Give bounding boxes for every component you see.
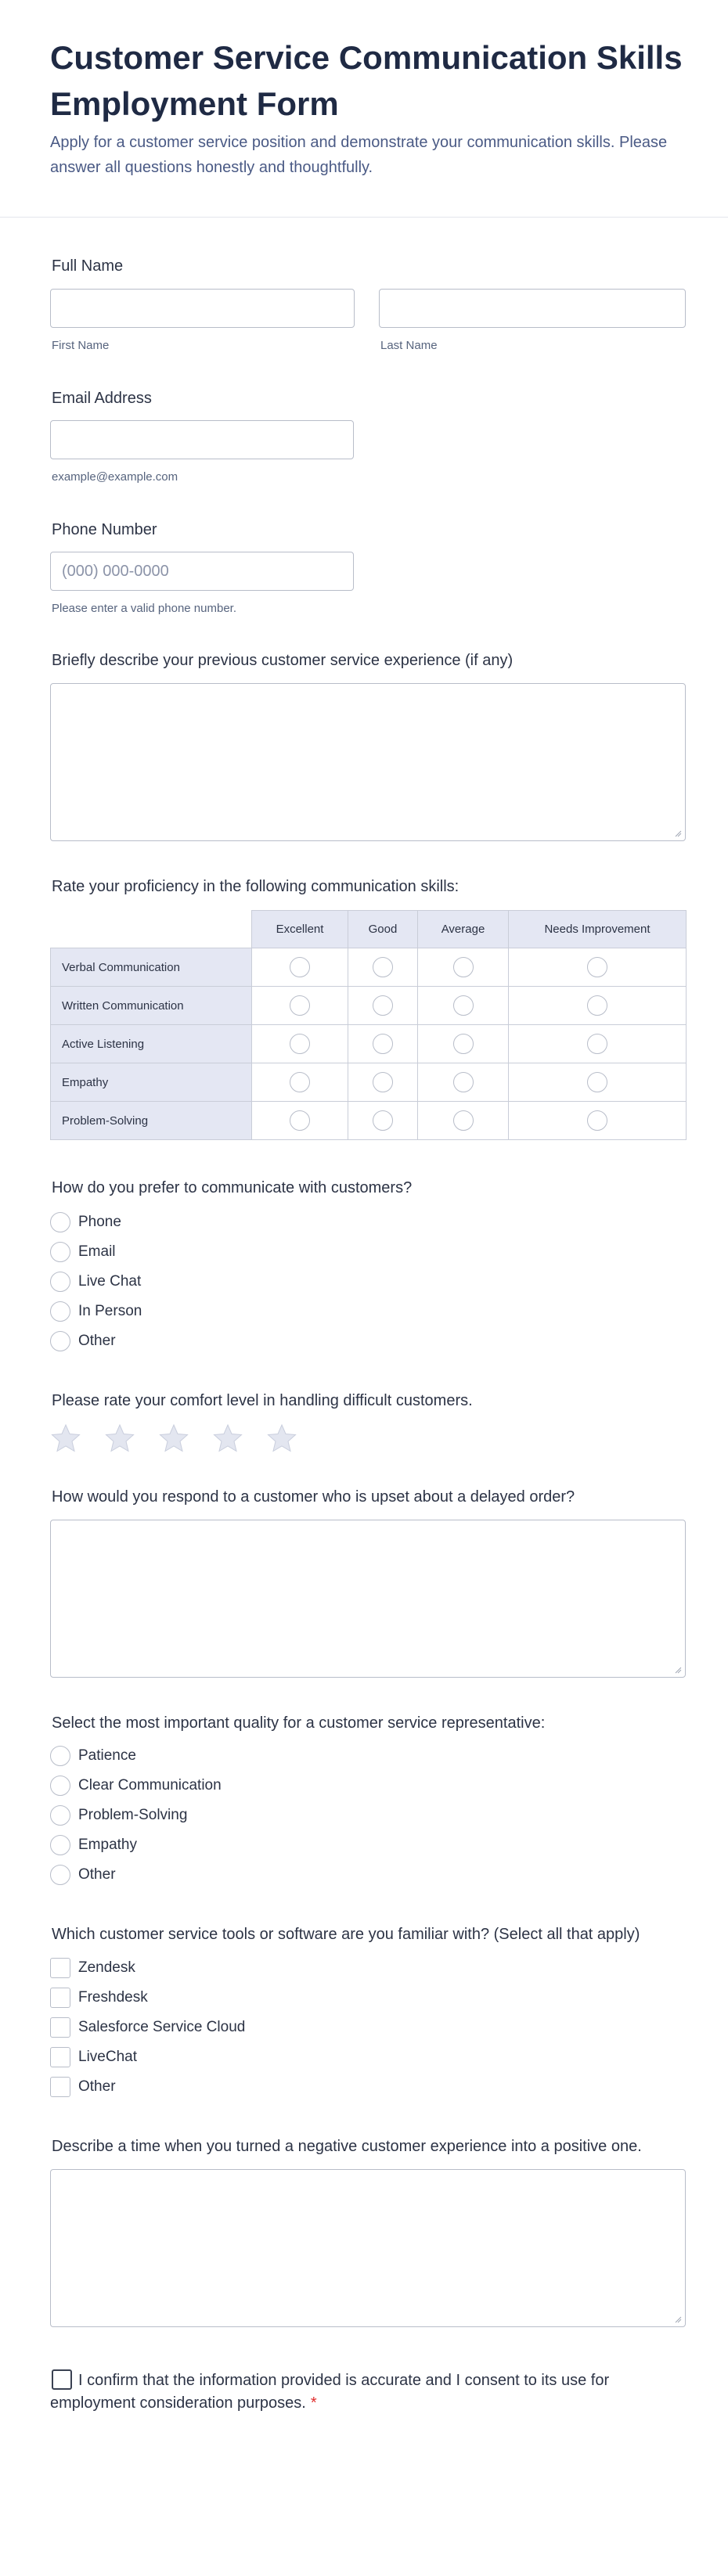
- checkbox[interactable]: [50, 1958, 70, 1978]
- consent-field: [50, 2369, 614, 2415]
- checkbox[interactable]: [50, 2077, 70, 2097]
- negative-experience-textarea[interactable]: [50, 2169, 686, 2327]
- upset-customer-label: How would you respond to a customer who is upset about a delayed order?: [52, 1488, 575, 1506]
- radio-button[interactable]: [50, 1331, 70, 1351]
- tools-option-salesforce[interactable]: Salesforce Service Cloud: [50, 2017, 245, 2038]
- consent-checkbox[interactable]: [52, 2369, 72, 2390]
- matrix-corner: [51, 911, 252, 948]
- matrix-radio[interactable]: [373, 1034, 393, 1054]
- phone-sublabel: Please enter a valid phone number.: [52, 602, 236, 615]
- matrix-radio[interactable]: [373, 957, 393, 977]
- proficiency-label: Rate your proficiency in the following communication skills:: [52, 878, 460, 895]
- matrix-header-row: [51, 911, 687, 948]
- phone-input[interactable]: (000) 000-0000: [50, 552, 354, 591]
- matrix-row-listening: [51, 1025, 687, 1063]
- communicate-label: How do you prefer to communicate with customers?: [52, 1179, 413, 1196]
- matrix-col-excellent: Excellent: [252, 911, 348, 948]
- proficiency-matrix: [50, 910, 687, 1140]
- radio-button[interactable]: [50, 1865, 70, 1885]
- radio-button[interactable]: [50, 1272, 70, 1292]
- matrix-col-average: Average: [418, 911, 509, 948]
- last-name-sublabel: Last Name: [380, 339, 438, 352]
- matrix-col-needs-improvement: Needs Improvement: [509, 911, 687, 948]
- star-icon[interactable]: [266, 1423, 297, 1454]
- phone-label: Phone Number: [52, 521, 157, 538]
- negative-experience-label: Describe a time when you turned a negative customer experience into a positive one.: [52, 2138, 642, 2155]
- email-input[interactable]: [50, 420, 354, 459]
- matrix-row-verbal: [51, 948, 687, 987]
- matrix-radio[interactable]: [290, 1072, 310, 1092]
- tools-option-freshdesk[interactable]: Freshdesk: [50, 1987, 148, 2009]
- radio-button[interactable]: [50, 1835, 70, 1855]
- matrix-radio[interactable]: [587, 1034, 607, 1054]
- star-icon[interactable]: [212, 1423, 243, 1454]
- quality-option-clear-communication[interactable]: Clear Communication: [50, 1775, 222, 1797]
- quality-option-empathy[interactable]: Empathy: [50, 1834, 137, 1856]
- quality-option-other[interactable]: Other: [50, 1864, 116, 1886]
- matrix-radio[interactable]: [453, 1072, 474, 1092]
- matrix-radio[interactable]: [373, 1110, 393, 1131]
- upset-customer-textarea[interactable]: [50, 1520, 686, 1678]
- resize-handle-icon[interactable]: [674, 829, 682, 837]
- matrix-row-label: Problem-Solving: [51, 1102, 252, 1140]
- tools-label: Which customer service tools or software are you familiar with? (Select all that apply): [52, 1926, 640, 1943]
- quality-label: Select the most important quality for a customer service representative:: [52, 1714, 546, 1732]
- radio-button[interactable]: [50, 1242, 70, 1262]
- matrix-radio[interactable]: [290, 1110, 310, 1131]
- radio-button[interactable]: [50, 1805, 70, 1826]
- form-subtitle: Apply for a customer service position and demonstrate your communication skills. Please answer all questions honestly and thoughtfully.: [50, 134, 668, 176]
- matrix-row-label: Written Communication: [51, 987, 252, 1025]
- comfort-label: Please rate your comfort level in handling difficult customers.: [52, 1392, 473, 1409]
- resize-handle-icon[interactable]: [674, 2315, 682, 2323]
- matrix-radio[interactable]: [290, 1034, 310, 1054]
- star-icon[interactable]: [158, 1423, 189, 1454]
- matrix-radio[interactable]: [587, 1110, 607, 1131]
- communicate-option-other[interactable]: Other: [50, 1330, 116, 1352]
- matrix-row-label: Empathy: [51, 1063, 252, 1102]
- matrix-row-label: Active Listening: [51, 1025, 252, 1063]
- full-name-label: Full Name: [52, 257, 124, 275]
- matrix-radio[interactable]: [587, 995, 607, 1016]
- matrix-radio[interactable]: [373, 1072, 393, 1092]
- experience-label: Briefly describe your previous customer service experience (if any): [52, 652, 514, 669]
- radio-button[interactable]: [50, 1301, 70, 1322]
- checkbox[interactable]: [50, 1988, 70, 2008]
- communicate-option-in-person[interactable]: In Person: [50, 1301, 142, 1322]
- matrix-radio[interactable]: [453, 995, 474, 1016]
- required-asterisk: *: [310, 2394, 317, 2412]
- matrix-radio[interactable]: [453, 957, 474, 977]
- matrix-col-good: Good: [348, 911, 418, 948]
- experience-textarea[interactable]: [50, 683, 686, 841]
- consent-text: I confirm that the information provided is accurate and I consent to its use for employment consideration purposes.: [50, 2372, 610, 2412]
- email-sublabel: example@example.com: [52, 470, 178, 484]
- first-name-input[interactable]: [50, 289, 355, 328]
- tools-option-zendesk[interactable]: Zendesk: [50, 1957, 135, 1979]
- tools-option-livechat[interactable]: LiveChat: [50, 2046, 137, 2068]
- quality-option-problem-solving[interactable]: Problem-Solving: [50, 1804, 187, 1826]
- matrix-radio[interactable]: [290, 995, 310, 1016]
- matrix-radio[interactable]: [453, 1110, 474, 1131]
- star-icon[interactable]: [50, 1423, 81, 1454]
- radio-button[interactable]: [50, 1775, 70, 1796]
- star-icon[interactable]: [104, 1423, 135, 1454]
- form-title: Customer Service Communication Skills Employment Form: [50, 39, 683, 122]
- matrix-radio[interactable]: [587, 957, 607, 977]
- matrix-radio[interactable]: [587, 1072, 607, 1092]
- communicate-option-email[interactable]: Email: [50, 1241, 116, 1263]
- checkbox[interactable]: [50, 2017, 70, 2038]
- form-header: [0, 0, 728, 218]
- resize-handle-icon[interactable]: [674, 1666, 682, 1674]
- first-name-sublabel: First Name: [52, 339, 110, 352]
- matrix-row-empathy: [51, 1063, 687, 1102]
- last-name-input[interactable]: [379, 289, 686, 328]
- matrix-row-problem-solving: [51, 1102, 687, 1140]
- quality-option-patience[interactable]: Patience: [50, 1745, 136, 1767]
- communicate-option-live-chat[interactable]: Live Chat: [50, 1271, 141, 1293]
- checkbox[interactable]: [50, 2047, 70, 2067]
- matrix-row-label: Verbal Communication: [51, 948, 252, 987]
- matrix-radio[interactable]: [453, 1034, 474, 1054]
- comfort-star-rating: [50, 1423, 320, 1454]
- matrix-row-written: [51, 987, 687, 1025]
- email-label: Email Address: [52, 390, 152, 407]
- tools-option-other[interactable]: Other: [50, 2076, 116, 2098]
- matrix-radio[interactable]: [290, 957, 310, 977]
- communicate-option-phone[interactable]: Phone: [50, 1211, 121, 1233]
- radio-button[interactable]: [50, 1746, 70, 1766]
- matrix-radio[interactable]: [373, 995, 393, 1016]
- radio-button[interactable]: [50, 1212, 70, 1232]
